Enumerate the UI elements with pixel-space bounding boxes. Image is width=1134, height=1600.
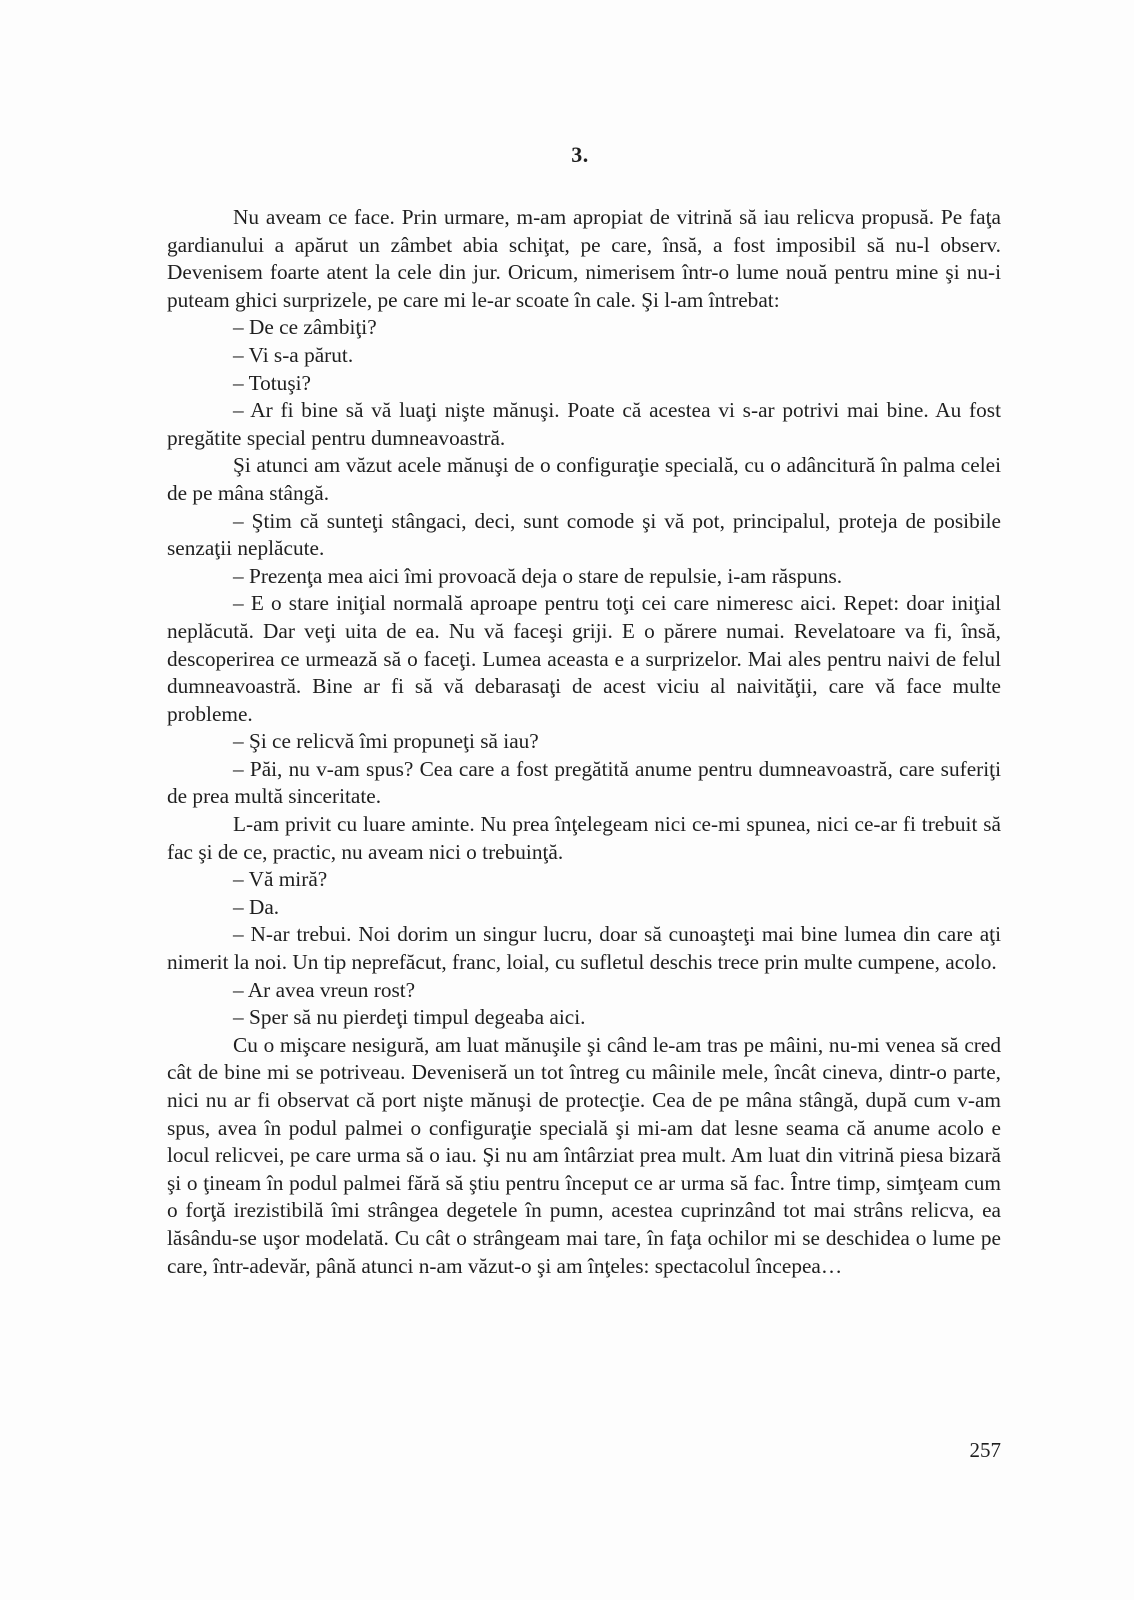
body-text [167, 204, 1001, 1280]
dialogue-line: – Prezenţa mea aici îmi provoacă deja o stare de repulsie, i-am răspuns. [233, 563, 843, 588]
dialogue-line: – Ar avea vreun rost? [233, 977, 416, 1002]
page-number: 257 [969, 1438, 1001, 1462]
dialogue-line: – Vă miră? [233, 867, 328, 892]
dialogue-line: – Vi s-a părut. [233, 342, 354, 367]
dialogue-line: – E o stare iniţial normală aproape pentru toţi cei care nimeresc aici. Repet: doar iniţial neplăcută. Dar veţi uita de ea. Nu vă faceşi griji. E o părere numai. Revelatoare va fi, însă, descoperirea ce urmează să o faceţi. Lumea aceasta e a surprizelor. Mai ales pentru naivi de felul dumneavoastră. Bine ar fi să vă debarasaţi de acest viciu al naivităţii, care vă face multe probleme. [167, 591, 1001, 726]
dialogue-line: – Da. [233, 894, 280, 919]
chapter-title: 3. [571, 142, 589, 167]
dialogue-line: – Şi ce relicvă îmi propuneţi să iau? [233, 729, 539, 754]
dialogue-line: – Ar fi bine să vă luaţi nişte mănuşi. Poate că acestea vi s-ar potrivi mai bine. Au fost pregătite special pentru dumneavoastră. [167, 398, 1001, 450]
dialogue-line: – Ştim că sunteţi stângaci, deci, sunt comode şi vă pot, principalul, proteja de posibile senzaţii neplăcute. [167, 508, 1001, 561]
dialogue-line: – Sper să nu pierdeţi timpul degeaba aici. [233, 1005, 586, 1030]
dialogue-line: – Păi, nu v-am spus? Cea care a fost pregătită anume pentru dumneavoastră, care suferiţi de prea multă sinceritate. [167, 756, 1001, 809]
paragraph: L-am privit cu luare aminte. Nu prea înţelegeam nici ce-mi spunea, nici ce-ar fi trebuit să fac şi de ce, practic, nu aveam nici o trebuinţă. [167, 812, 1001, 864]
paragraph: Nu aveam ce face. Prin urmare, m-am apropiat de vitrină să iau relicva propusă. Pe faţa gardianului a apărut un zâmbet abia schiţat, pe care, însă, a fost imposibil să nu-l observ. Devenisem foarte atent la cele din jur. Oricum, nimerisem într-o lume nouă pentru mine şi nu-i puteam ghici surprizele, pe care mi le-ar scoate în cale. Şi l-am întrebat: [167, 205, 1001, 312]
dialogue-line: – N-ar trebui. Noi dorim un singur lucru, doar să cunoaşteţi mai bine lumea din care aţi nimerit la noi. Un tip neprefăcut, franc, loial, cu sufletul deschis trece prin multe cumpene, acolo. [167, 922, 1001, 975]
dialogue-line: – De ce zâmbiţi? [233, 315, 377, 340]
paragraph: Cu o mişcare nesigură, am luat mănuşile şi când le-am tras pe mâini, nu-mi venea să cred cât de bine mi se potriveau. Deveniseră un tot întreg cu mâinile mele, încât cineva, dintr-o parte, nici nu ar fi observat că port nişte mănuşi de protecţie. Cea de pe mâna stângă, după cum v-am spus, avea în podul palmei o configuraţie specială şi mi-am dat lesne seama că anume acolo e locul relicvei, pe care urma să o iau. Şi nu am întârziat prea mult. Am luat din vitrină piesa bizară şi o ţineam în podul palmei fără să ştiu pentru început ce ar urma să fac. Între timp, simţeam cum o forţă irezistibilă îmi strângea degetele în pumn, acestea cuprinzând tot mai strâns relicva, ea lăsându-se uşor modelată. Cu cât o strângeam mai tare, în faţa ochilor mi se deschidea o lume pe care, într-adevăr, până atunci n-am văzut-o şi am înţeles: spectacolul începea… [167, 1032, 1001, 1278]
paragraph: Şi atunci am văzut acele mănuşi de o configuraţie specială, cu o adâncitură în palma celei de pe mâna stângă. [167, 453, 1001, 505]
dialogue-line: – Totuşi? [233, 370, 311, 395]
